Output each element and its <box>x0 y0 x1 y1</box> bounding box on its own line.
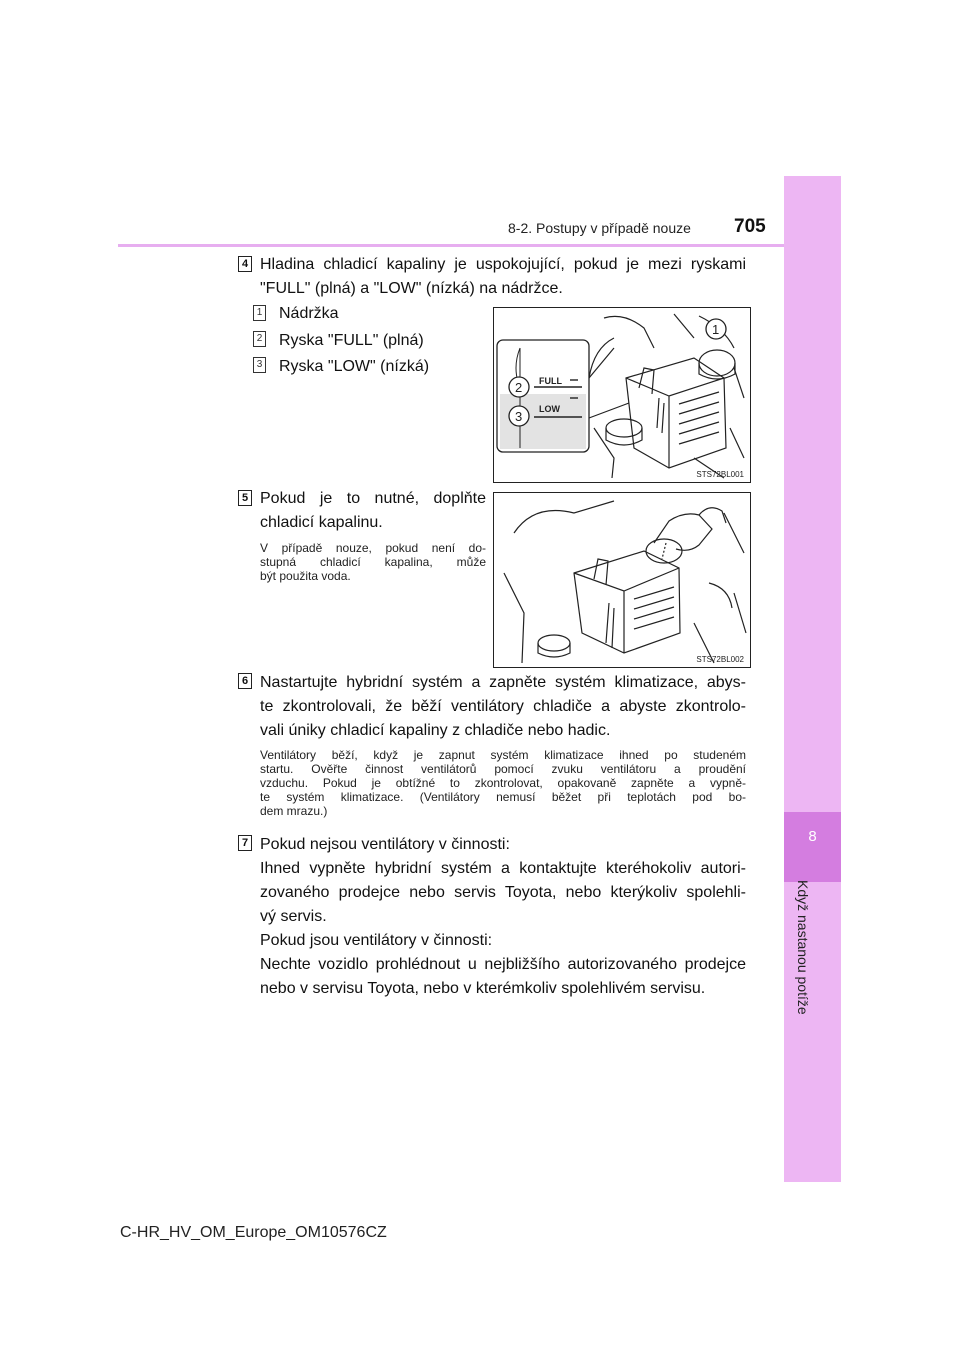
refill-illustration <box>494 493 750 667</box>
step-4-line-2: "FULL" (plná) a "LOW" (nízká) na nádržce. <box>260 280 563 297</box>
legend-2-label: Ryska "FULL" (plná) <box>279 332 424 349</box>
callout-1: 1 <box>712 322 720 337</box>
step-6-note-1: Ventilátory běží, když je zapnut systém klimatizace ihned po studeném <box>260 748 746 762</box>
full-mark-label: FULL <box>539 376 562 386</box>
step-6-line-2: te zkontrolovali, že běží ventilátory chladiče a abyste zkontrolo- <box>260 698 746 715</box>
step-4-line-1: Hladina chladicí kapaliny je uspokojující, pokud je mezi ryskami <box>260 256 746 273</box>
callout-2: 2 <box>515 380 523 395</box>
figure-1-code: STS72BL001 <box>696 470 744 479</box>
low-mark-label: LOW <box>539 404 560 414</box>
header-rule <box>118 244 784 247</box>
step-7-line-3: zovaného prodejce nebo servis Toyota, nebo kterýkoliv spolehli- <box>260 884 746 901</box>
step-6-marker: 6 <box>238 673 252 689</box>
step-5-note-3: být použita voda. <box>260 569 351 583</box>
step-6-note-2: startu. Ověřte činnost ventilátorů pomocí zvuku ventilátoru a proudění <box>260 762 746 776</box>
step-5-note-2: stupná chladicí kapalina, může <box>260 555 486 569</box>
reservoir-illustration <box>494 308 750 482</box>
step-7-line-2: Ihned vypněte hybridní systém a kontaktujte kteréhokoliv autori- <box>260 860 746 877</box>
step-6-note-4: te systém klimatizace. (Ventilátory nemusí běžet při teplotách pod bo- <box>260 790 746 804</box>
step-4-marker: 4 <box>238 256 252 272</box>
callout-3: 3 <box>515 409 523 424</box>
page-number: 705 <box>734 216 766 237</box>
step-7-line-1: Pokud nejsou ventilátory v činnosti: <box>260 836 510 853</box>
step-6-note-3: vzduchu. Pokud je obtížné to zkontrolovat, opakovaně zapněte a vypně- <box>260 776 746 790</box>
legend-3-label: Ryska "LOW" (nízká) <box>279 358 430 375</box>
step-6-line-3: vali úniky chladicí kapaliny z chladiče nebo hadic. <box>260 722 611 739</box>
step-7-line-4: vý servis. <box>260 908 327 925</box>
legend-3-marker: 3 <box>253 357 266 373</box>
step-7-line-5: Pokud jsou ventilátory v činnosti: <box>260 932 493 949</box>
figure-refill-coolant <box>493 492 751 668</box>
step-7-marker: 7 <box>238 835 252 851</box>
step-5-marker: 5 <box>238 490 252 506</box>
step-5-line-1: Pokud je to nutné, doplňte <box>260 490 486 507</box>
legend-1-marker: 1 <box>253 305 266 321</box>
step-7-line-7: nebo v servisu Toyota, nebo v kterémkoliv spolehlivém servisu. <box>260 980 706 997</box>
step-7-line-6: Nechte vozidlo prohlédnout u nejbližšího autorizovaného prodejce <box>260 956 746 973</box>
chapter-number: 8 <box>808 828 817 845</box>
step-5-line-2: chladicí kapalinu. <box>260 514 383 531</box>
legend-1-label: Nádržka <box>279 305 339 322</box>
step-6-note-5: dem mrazu.) <box>260 804 328 818</box>
legend-2-marker: 2 <box>253 331 266 347</box>
chapter-title: Když nastanou potíže <box>795 880 811 1015</box>
step-5-note-1: V případě nouze, pokud není do- <box>260 541 486 555</box>
document-id: C-HR_HV_OM_Europe_OM10576CZ <box>120 1224 387 1241</box>
figure-reservoir-levels <box>493 307 751 483</box>
section-title: 8-2. Postupy v případě nouze <box>508 220 691 236</box>
figure-2-code: STS72BL002 <box>696 655 744 664</box>
chapter-tab-active <box>784 812 841 882</box>
step-6-line-1: Nastartujte hybridní systém a zapněte systém klimatizace, abys- <box>260 674 746 691</box>
